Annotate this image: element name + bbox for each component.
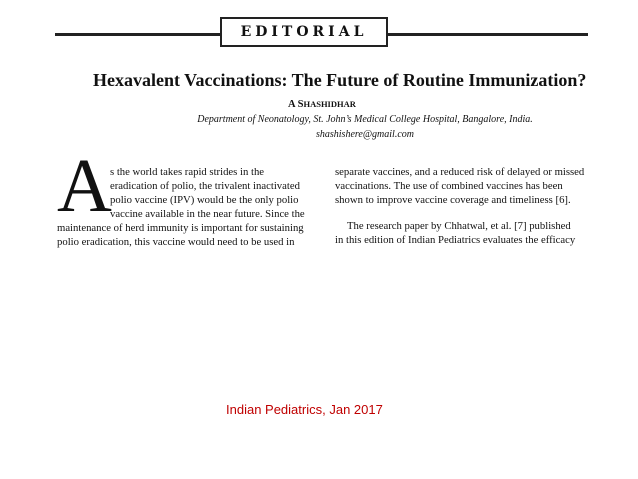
source-caption: Indian Pediatrics, Jan 2017	[226, 402, 383, 417]
author-initial: A S	[288, 99, 304, 110]
banner-label: EDITORIAL	[240, 24, 368, 40]
editorial-banner	[220, 17, 388, 47]
article-author	[288, 99, 356, 110]
column1-line: polio eradication, this vaccine would need to be used in	[57, 236, 295, 248]
author-email: shashishere@gmail.com	[316, 129, 414, 140]
column2-line: shown to improve vaccine coverage and timeliness [6].	[335, 194, 571, 206]
author-affiliation: Department of Neonatology, St. John’s Medical College Hospital, Bangalore, India.	[197, 114, 533, 125]
column2-line: vaccinations. The use of combined vaccines has been	[335, 180, 563, 192]
drop-cap: A	[57, 144, 112, 228]
banner-rule-left	[55, 33, 220, 36]
column2-line: separate vaccines, and a reduced risk of delayed or missed	[335, 166, 585, 178]
column1-line: eradication of polio, the trivalent inactivated	[110, 180, 300, 192]
column2-line: The research paper by Chhatwal, et al. [7] published	[347, 220, 571, 232]
column1-line: s the world takes rapid strides in the	[110, 166, 265, 178]
column1-line: vaccine available in the near future. Since the	[110, 208, 305, 220]
author-surname: HASHIDHAR	[303, 99, 356, 109]
editorial-clipping	[45, 0, 613, 248]
column1-line: polio vaccine (IPV) would be the only polio	[110, 194, 299, 206]
banner-rule-right	[388, 33, 588, 36]
column1-line: maintenance of herd immunity is important for sustaining	[57, 222, 304, 234]
article-title: Hexavalent Vaccinations: The Future of Routine Immunization?	[93, 70, 587, 90]
column2-line: in this edition of Indian Pediatrics evaluates the efficacy	[335, 234, 576, 246]
